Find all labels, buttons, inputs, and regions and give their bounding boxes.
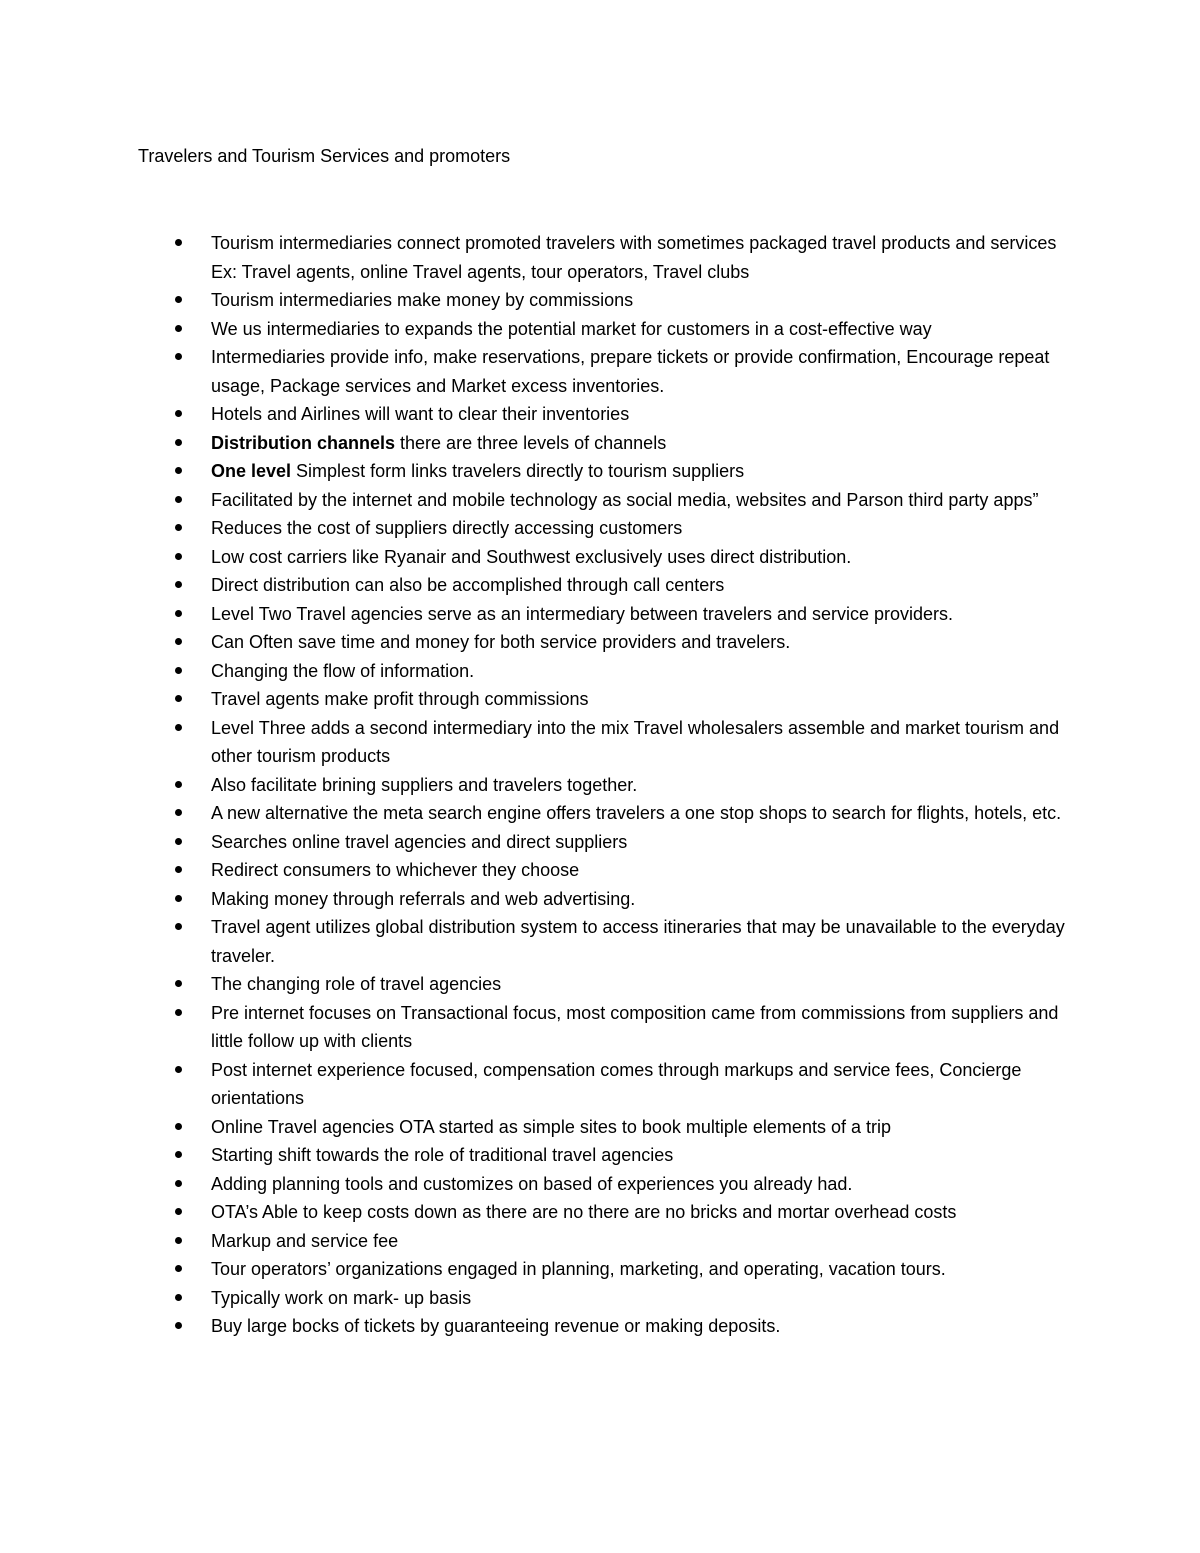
- list-item: [0, 1141, 1071, 1170]
- list-item: [0, 457, 1071, 486]
- list-item: [0, 1284, 1071, 1313]
- bullet-text: Travel agents make profit through commissions: [211, 689, 589, 709]
- list-item: [0, 315, 1071, 344]
- bullet-dot-icon: [175, 1066, 182, 1073]
- bullet-text: Reduces the cost of suppliers directly accessing customers: [211, 518, 683, 538]
- list-item: [0, 628, 1071, 657]
- bullet-dot-icon: [175, 296, 182, 303]
- bullet-dot-icon: [175, 524, 182, 531]
- bullet-text: Buy large bocks of tickets by guaranteeing revenue or making deposits.: [211, 1316, 781, 1336]
- bullet-dot-icon: [175, 781, 182, 788]
- bullet-dot-icon: [175, 866, 182, 873]
- list-item: [0, 1198, 1071, 1227]
- bullet-text: Level Three adds a second intermediary into the mix Travel wholesalers assemble and market tourism and other tourism products: [211, 717, 1060, 766]
- list-item: [0, 486, 1071, 515]
- bullet-text: Hotels and Airlines will want to clear their inventories: [211, 404, 630, 424]
- bullet-text: Simplest form links travelers directly to tourism suppliers: [291, 461, 745, 481]
- bullet-dot-icon: [175, 410, 182, 417]
- bullet-dot-icon: [175, 1180, 182, 1187]
- list-item: [0, 400, 1071, 429]
- bullet-dot-icon: [175, 724, 182, 731]
- bullet-text: Adding planning tools and customizes on based of experiences you already had.: [211, 1173, 853, 1194]
- bullet-dot-icon: [175, 980, 182, 987]
- list-item: [0, 1227, 1071, 1256]
- bullet-dot-icon: [175, 923, 182, 930]
- bullet-dot-icon: [175, 1009, 182, 1016]
- bullet-text: Direct distribution can also be accomplished through call centers: [211, 575, 725, 595]
- list-item: [0, 685, 1071, 714]
- bullet-text: there are three levels of channels: [395, 432, 667, 453]
- list-item: [0, 970, 1071, 999]
- list-item: [0, 600, 1071, 629]
- bullet-dot-icon: [175, 1322, 182, 1329]
- bullet-dot-icon: [175, 553, 182, 560]
- bullet-bold-lead: One level: [211, 461, 292, 481]
- bullet-dot-icon: [175, 325, 182, 332]
- list-item: [0, 828, 1071, 857]
- list-item: [0, 1255, 1071, 1284]
- bullet-dot-icon: [175, 1151, 182, 1158]
- bullet-text: Post internet experience focused, compensation comes through markups and service fees, Concierge orientations: [211, 1059, 1022, 1108]
- list-item: [0, 714, 1071, 771]
- bullet-text: Redirect consumers to whichever they choose: [211, 860, 580, 880]
- bullet-text: Tourism intermediaries make money by commissions: [211, 290, 634, 310]
- bullet-dot-icon: [175, 1208, 182, 1215]
- bullet-dot-icon: [175, 667, 182, 674]
- bullet-dot-icon: [175, 895, 182, 902]
- list-item: [0, 913, 1071, 970]
- list-item: [0, 286, 1071, 315]
- bullet-text: Online Travel agencies OTA started as simple sites to book multiple elements of a trip: [211, 1116, 891, 1137]
- bullet-text: Searches online travel agencies and direct suppliers: [211, 831, 628, 852]
- bullet-dot-icon: [175, 353, 182, 360]
- list-item: [0, 771, 1071, 800]
- bullet-text: Intermediaries provide info, make reservations, prepare tickets or provide confirmation, Encourage repeat usage, Package services and Market excess inventories.: [211, 347, 1050, 396]
- bullet-dot-icon: [175, 838, 182, 845]
- bullet-text: Can Often save time and money for both service providers and travelers.: [211, 632, 791, 652]
- bullet-dot-icon: [175, 1237, 182, 1244]
- bullet-text: The changing role of travel agencies: [211, 974, 502, 994]
- bullet-dot-icon: [175, 581, 182, 588]
- list-item: [0, 514, 1071, 543]
- page-title: Travelers and Tourism Services and promoters: [138, 146, 511, 166]
- list-item: [0, 1056, 1071, 1113]
- bullet-dot-icon: [175, 1294, 182, 1301]
- list-item: [0, 657, 1071, 686]
- bullet-dot-icon: [175, 496, 182, 503]
- list-item: [0, 999, 1071, 1056]
- bullet-text: Level Two Travel agencies serve as an intermediary between travelers and service providers.: [211, 603, 954, 624]
- bullet-text: Pre internet focuses on Transactional focus, most composition came from commissions from suppliers and little follow up with clients: [211, 1002, 1059, 1051]
- bullet-dot-icon: [175, 1123, 182, 1130]
- bullet-dot-icon: [175, 1265, 182, 1272]
- bullet-dot-icon: [175, 610, 182, 617]
- bullet-text: Low cost carriers like Ryanair and Southwest exclusively uses direct distribution.: [211, 546, 852, 567]
- bullet-text: Making money through referrals and web advertising.: [211, 888, 636, 909]
- list-item: [0, 571, 1071, 600]
- list-item: [0, 543, 1071, 572]
- bullet-text: Facilitated by the internet and mobile technology as social media, websites and Parson third party apps”: [211, 489, 1039, 510]
- bullet-text: Markup and service fee: [211, 1230, 399, 1251]
- bullet-text: Tour operators’ organizations engaged in planning, marketing, and operating, vacation tours.: [211, 1259, 946, 1279]
- list-item: [0, 343, 1071, 400]
- bullet-dot-icon: [175, 467, 182, 474]
- bullet-text: Travel agent utilizes global distribution system to access itineraries that may be unavailable to the everyday traveler.: [211, 917, 1065, 966]
- list-item: [0, 856, 1071, 885]
- list-item: [0, 1312, 1071, 1341]
- list-item: [0, 1113, 1071, 1142]
- list-item: [0, 799, 1071, 828]
- bullet-dot-icon: [175, 809, 182, 816]
- list-item: [0, 1170, 1071, 1199]
- bullet-bold-lead: Distribution channels: [211, 432, 396, 453]
- bullet-dot-icon: [175, 239, 182, 246]
- bullet-dot-icon: [175, 638, 182, 645]
- bullet-dot-icon: [175, 439, 182, 446]
- bullet-text: Starting shift towards the role of traditional travel agencies: [211, 1145, 674, 1165]
- list-item: [0, 429, 1071, 458]
- bullet-text: Typically work on mark- up basis: [211, 1287, 472, 1308]
- list-item: [0, 885, 1071, 914]
- bullet-list: [0, 229, 1200, 1341]
- bullet-text: Tourism intermediaries connect promoted travelers with sometimes packaged travel products and services Ex: Travel agents, online Travel agents, tour operators, Travel clubs: [211, 233, 1057, 282]
- bullet-text: We us intermediaries to expands the potential market for customers in a cost-effective way: [211, 318, 932, 339]
- bullet-text: Also facilitate brining suppliers and travelers together.: [211, 774, 638, 795]
- bullet-dot-icon: [175, 695, 182, 702]
- bullet-text: OTA’s Able to keep costs down as there are no there are no bricks and mortar overhead costs: [211, 1202, 957, 1222]
- list-item: [0, 229, 1071, 286]
- bullet-text: Changing the flow of information.: [211, 660, 475, 681]
- bullet-text: A new alternative the meta search engine offers travelers a one stop shops to search for flights, hotels, etc.: [211, 803, 1062, 823]
